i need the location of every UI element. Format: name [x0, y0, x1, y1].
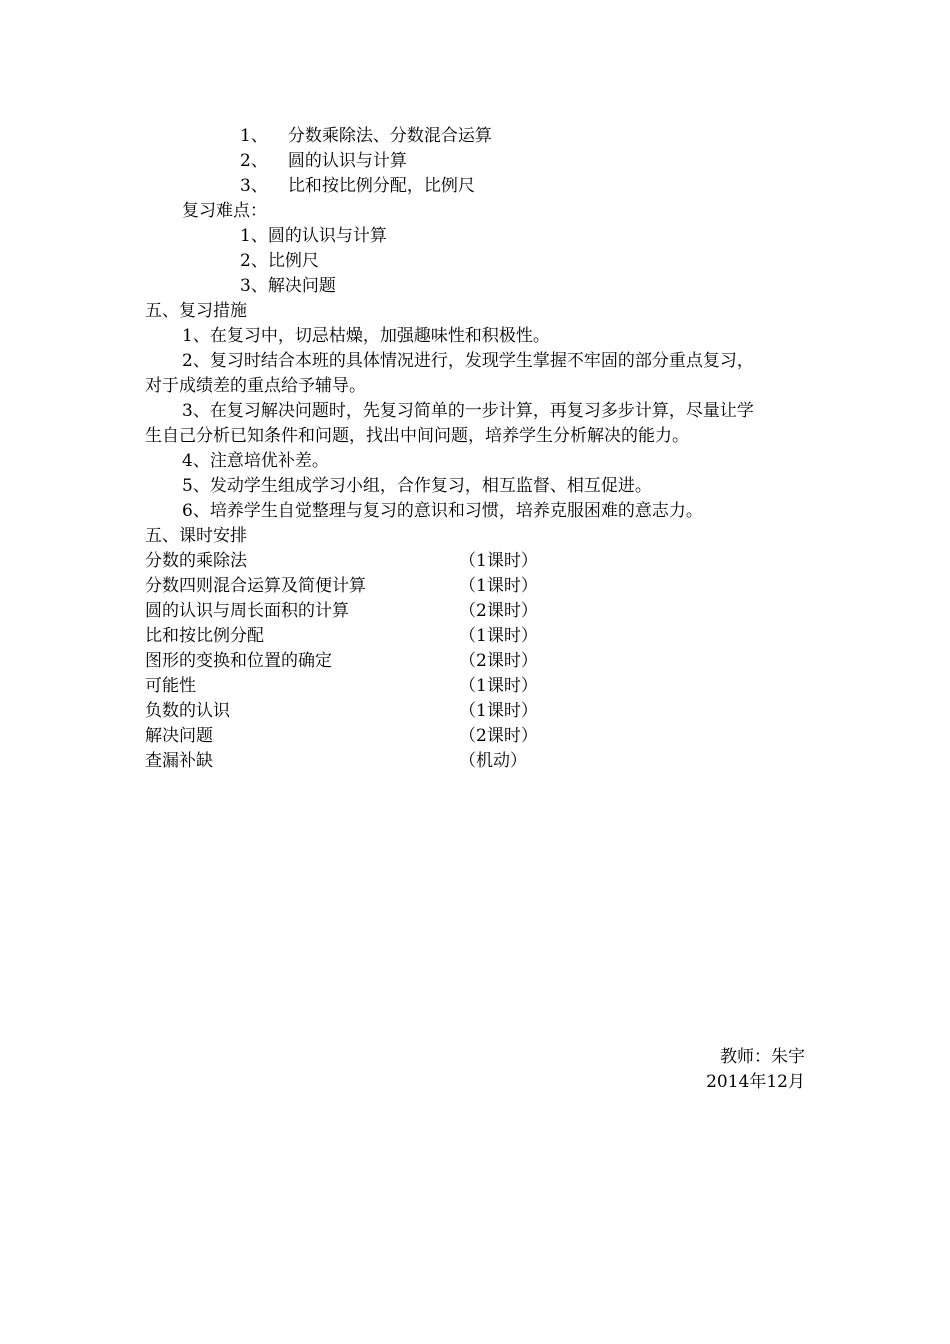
- schedule-topic: 比和按比例分配: [145, 626, 264, 646]
- measure-item-3-line-2: 生自己分析已知条件和问题，找出中间问题，培养学生分析解决的能力。: [145, 426, 689, 446]
- schedule-topic: 分数四则混合运算及简便计算: [145, 576, 366, 596]
- measure-item-2-line-1: 2、复习时结合本班的具体情况进行，发现学生掌握不牢固的部分重点复习，: [182, 351, 754, 371]
- schedule-duration: （1课时）: [459, 551, 538, 571]
- teacher-signature: 教师：朱宇: [720, 1047, 805, 1067]
- schedule-topic: 可能性: [145, 676, 196, 696]
- measure-item-2-line-2: 对于成绩差的重点给予辅导。: [145, 376, 366, 396]
- focus-item-3: [240, 174, 475, 199]
- measure-item-6: 6、培养学生自觉整理与复习的意识和习惯，培养克服困难的意志力。: [182, 501, 703, 521]
- difficulty-item-2: 2、比例尺: [240, 251, 319, 271]
- focus-item-2: [240, 149, 407, 174]
- schedule-duration: （机动）: [459, 751, 527, 771]
- measure-item-3-line-1: 3、在复习解决问题时，先复习简单的一步计算，再复习多步计算，尽量让学: [182, 401, 754, 421]
- schedule-duration: （2课时）: [459, 726, 538, 746]
- focus-item-3-num: 3、: [240, 176, 268, 196]
- focus-item-1-num: 1、: [240, 126, 268, 146]
- measure-item-4: 4、注意培优补差。: [182, 451, 329, 471]
- schedule-duration: （1课时）: [459, 676, 538, 696]
- schedule-duration: （2课时）: [459, 601, 538, 621]
- focus-item-2-text: 圆的认识与计算: [287, 151, 407, 171]
- schedule-duration: （2课时）: [459, 651, 538, 671]
- schedule-duration: （1课时）: [459, 626, 538, 646]
- measure-item-5: 5、发动学生组成学习小组，合作复习，相互监督、相互促进。: [182, 476, 652, 496]
- measures-heading: 五、复习措施: [145, 301, 247, 321]
- schedule-topic: 负数的认识: [145, 701, 230, 721]
- measure-item-1: 1、在复习中，切忌枯燥，加强趣味性和积极性。: [182, 326, 550, 346]
- schedule-heading: 五、课时安排: [145, 526, 247, 546]
- difficulties-heading: 复习难点：: [182, 201, 267, 221]
- signature-date: 2014年12月: [706, 1072, 805, 1092]
- focus-item-1-text: 分数乘除法、分数混合运算: [287, 126, 492, 146]
- difficulty-item-3: 3、解决问题: [240, 276, 336, 296]
- schedule-topic: 查漏补缺: [145, 751, 213, 771]
- difficulty-item-1: 1、圆的认识与计算: [240, 226, 387, 246]
- schedule-duration: （1课时）: [459, 701, 538, 721]
- schedule-topic: 图形的变换和位置的确定: [145, 651, 332, 671]
- focus-item-3-text: 比和按比例分配，比例尺: [287, 176, 475, 196]
- focus-item-1: [240, 124, 492, 149]
- schedule-topic: 解决问题: [145, 726, 213, 746]
- schedule-duration: （1课时）: [459, 576, 538, 596]
- focus-item-2-num: 2、: [240, 151, 268, 171]
- schedule-topic: 圆的认识与周长面积的计算: [145, 601, 349, 621]
- schedule-topic: 分数的乘除法: [145, 551, 247, 571]
